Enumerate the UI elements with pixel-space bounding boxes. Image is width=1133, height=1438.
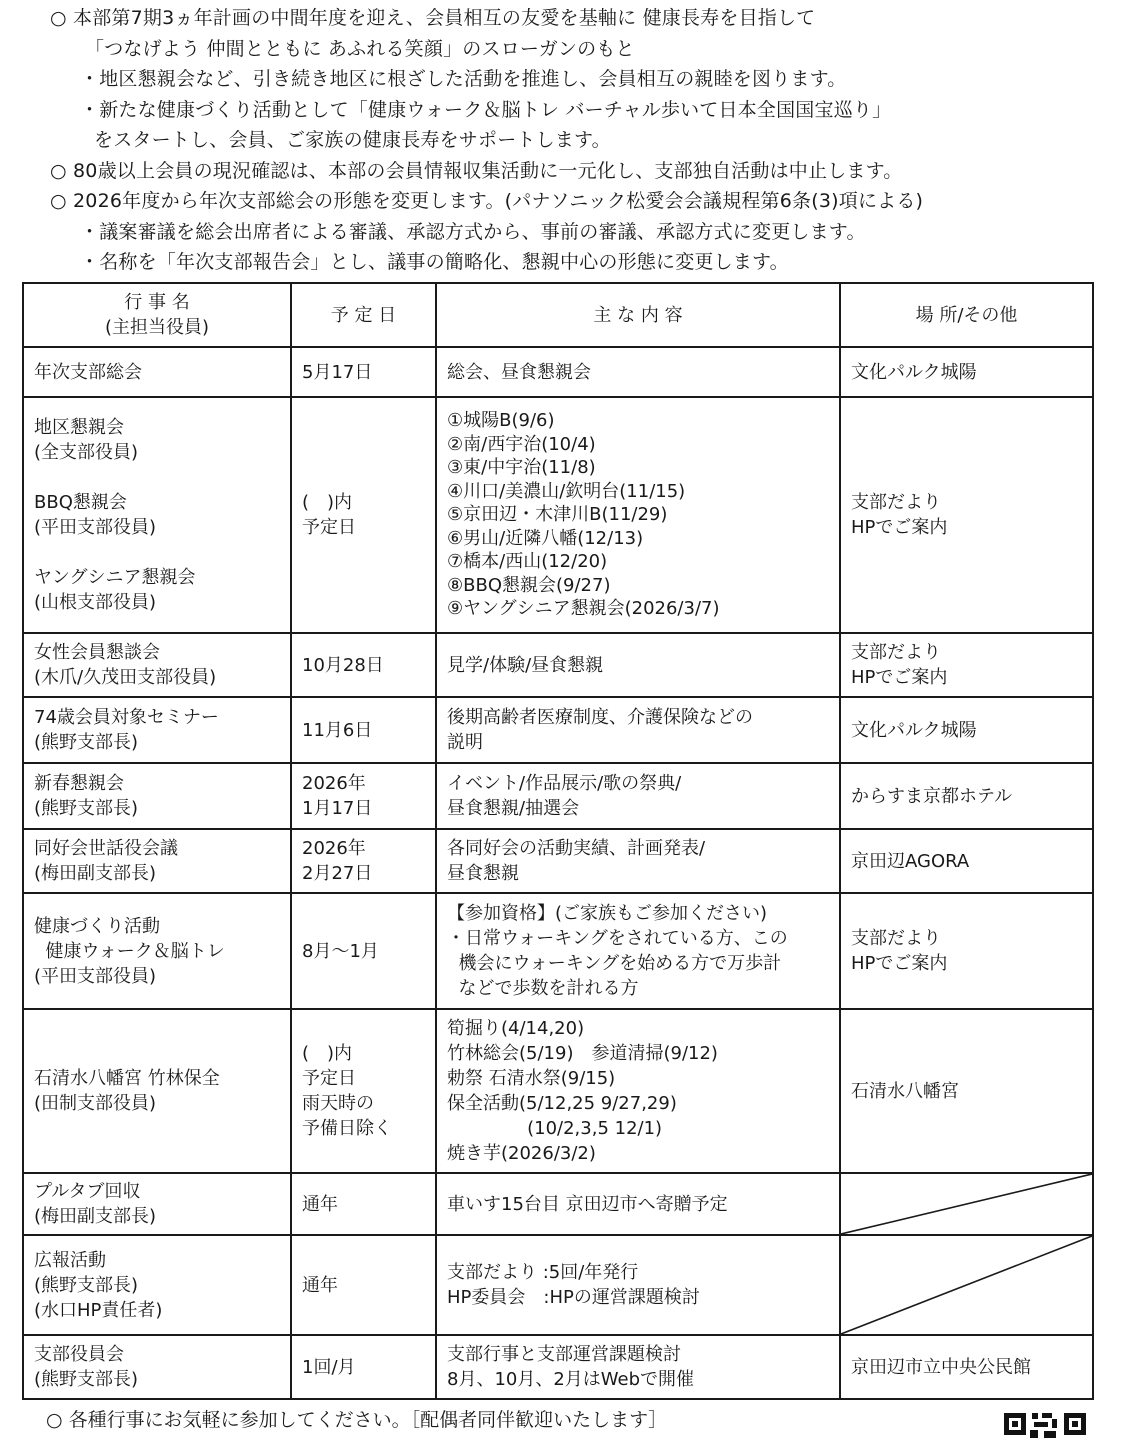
- row-event: 74歳会員対象セミナー (熊野支部長): [23, 697, 291, 763]
- intro-line-8: ・議案審議を総会出席者による審議、承認方式から、事前の審議、承認方式に変更します。: [80, 221, 866, 243]
- row-place: 石清水八幡宮: [840, 1009, 1093, 1173]
- table-row: [23, 633, 1093, 697]
- row-place: 文化パルク城陽: [840, 697, 1093, 763]
- row-date: 1回/月: [291, 1335, 436, 1399]
- row-date: 8月～1月: [291, 893, 436, 1009]
- row-content: 車いす15台目 京田辺市へ寄贈予定: [436, 1173, 840, 1235]
- row-content: 後期高齢者医療制度、介護保険などの 説明: [436, 697, 840, 763]
- row-event: 女性会員懇談会 (木爪/久茂田支部役員): [23, 633, 291, 697]
- row-date: 2026年 2月27日: [291, 829, 436, 893]
- row-content: 支部だより :5回/年発行 HP委員会 :HPの運営課題検討: [436, 1235, 840, 1335]
- intro-line-9: ・名称を「年次支部報告会」とし、議事の簡略化、懇親中心の形態に変更します。: [80, 251, 789, 273]
- row-date: 通年: [291, 1235, 436, 1335]
- header-place: 場 所/その他: [840, 283, 1093, 347]
- table-row: [23, 763, 1093, 829]
- row-date: 5月17日: [291, 347, 436, 397]
- table-row: [23, 829, 1093, 893]
- row-date: 通年: [291, 1173, 436, 1235]
- header-date: 予 定 日: [291, 283, 436, 347]
- row-place: 支部だより HPでご案内: [840, 893, 1093, 1009]
- intro-line-6: ○ 80歳以上会員の現況確認は、本部の会員情報収集活動に一元化し、支部独自活動は中止します。: [50, 160, 903, 182]
- row-place: 支部だより HPでご案内: [840, 397, 1093, 633]
- table-row: [23, 347, 1093, 397]
- row-event: 同好会世話役会議 (梅田副支部長): [23, 829, 291, 893]
- schedule-table: [22, 282, 1094, 1400]
- row-place: 支部だより HPでご案内: [840, 633, 1093, 697]
- table-row: [23, 397, 1093, 633]
- diagonal-slash-icon: [841, 1236, 1092, 1334]
- intro-line-7: ○ 2026年度から年次支部総会の形態を変更します。(パナソニック松愛会会議規程第6条(3)項による): [50, 190, 924, 212]
- table-header-row: [23, 283, 1093, 347]
- table-row: [23, 1009, 1093, 1173]
- row-content: 筍掘り(4/14,20) 竹林総会(5/19) 参道清掃(9/12) 勅祭 石清水祭(9/15) 保全活動(5/12,25 9/27,29) (10/2,3,5 12/1) 焼き芋(2026/3/2): [436, 1009, 840, 1173]
- row-content: 各同好会の活動実績、計画発表/ 昼食懇親: [436, 829, 840, 893]
- row-event: 新春懇親会 (熊野支部長): [23, 763, 291, 829]
- row-place-empty: [840, 1235, 1093, 1335]
- row-content: ①城陽B(9/6) ②南/西宇治(10/4) ③東/中宇治(11/8) ④川口/美濃山/欽明台(11/15) ⑤京田辺・木津川B(11/29) ⑥男山/近隣八幡(12/13) ⑦橋本/西山(12/20) ⑧BBQ懇親会(9/27) ⑨ヤングシニア懇親会(2026/3/7): [436, 397, 840, 633]
- qr-code-icon: [1004, 1413, 1086, 1438]
- diagonal-slash-icon: [841, 1174, 1092, 1234]
- row-content: 見学/体験/昼食懇親: [436, 633, 840, 697]
- intro-line-4: ・新たな健康づくり活動として「健康ウォーク＆脳トレ バーチャル歩いて日本全国国宝巡り」: [80, 99, 892, 121]
- table-row: [23, 1235, 1093, 1335]
- row-date: 11月6日: [291, 697, 436, 763]
- row-event: 地区懇親会 (全支部役員) BBQ懇親会 (平田支部役員) ヤングシニア懇親会 (山根支部役員): [23, 397, 291, 633]
- header-event: 行 事 名 (主担当役員): [23, 283, 291, 347]
- row-content: 支部行事と支部運営課題検討 8月、10月、2月はWebで開催: [436, 1335, 840, 1399]
- intro-line-3: ・地区懇親会など、引き続き地区に根ざした活動を推進し、会員相互の親睦を図ります。: [80, 68, 847, 90]
- row-content: 【参加資格】(ご家族もご参加ください) ・日常ウォーキングをされている方、この 機会にウォーキングを始める方で万歩計 などで歩数を計れる方: [436, 893, 840, 1009]
- table-row: [23, 697, 1093, 763]
- footer-note: ○ 各種行事にお気軽に参加してください。［配偶者同伴歓迎いたします］: [46, 1409, 668, 1431]
- row-event: 広報活動 (熊野支部長) (水口HP責任者): [23, 1235, 291, 1335]
- header-content: 主 な 内 容: [436, 283, 840, 347]
- row-event: 健康づくり活動 健康ウォーク＆脳トレ (平田支部役員): [23, 893, 291, 1009]
- intro-line-5: をスタートし、会員、ご家族の健康長寿をサポートします。: [94, 129, 611, 151]
- intro-line-2: 「つなげよう 仲間とともに あふれる笑顔」のスローガンのもと: [85, 38, 635, 60]
- row-event: 年次支部総会: [23, 347, 291, 397]
- row-place: 文化パルク城陽: [840, 347, 1093, 397]
- row-content: イベント/作品展示/歌の祭典/ 昼食懇親/抽選会: [436, 763, 840, 829]
- row-place-empty: [840, 1173, 1093, 1235]
- row-event: 石清水八幡宮 竹林保全 (田制支部役員): [23, 1009, 291, 1173]
- row-event: プルタブ回収 (梅田副支部長): [23, 1173, 291, 1235]
- table-row: [23, 1173, 1093, 1235]
- row-place: 京田辺AGORA: [840, 829, 1093, 893]
- row-date: ( )内 予定日 雨天時の 予備日除く: [291, 1009, 436, 1173]
- row-event: 支部役員会 (熊野支部長): [23, 1335, 291, 1399]
- row-place: からすま京都ホテル: [840, 763, 1093, 829]
- row-content: 総会、昼食懇親会: [436, 347, 840, 397]
- intro-line-1: ○ 本部第7期3ヵ年計画の中間年度を迎え、会員相互の友愛を基軸に 健康長寿を目指して: [50, 7, 816, 29]
- row-date: 10月28日: [291, 633, 436, 697]
- table-row: [23, 1335, 1093, 1399]
- table-row: [23, 893, 1093, 1009]
- row-place: 京田辺市立中央公民館: [840, 1335, 1093, 1399]
- row-date: ( )内 予定日: [291, 397, 436, 633]
- row-date: 2026年 1月17日: [291, 763, 436, 829]
